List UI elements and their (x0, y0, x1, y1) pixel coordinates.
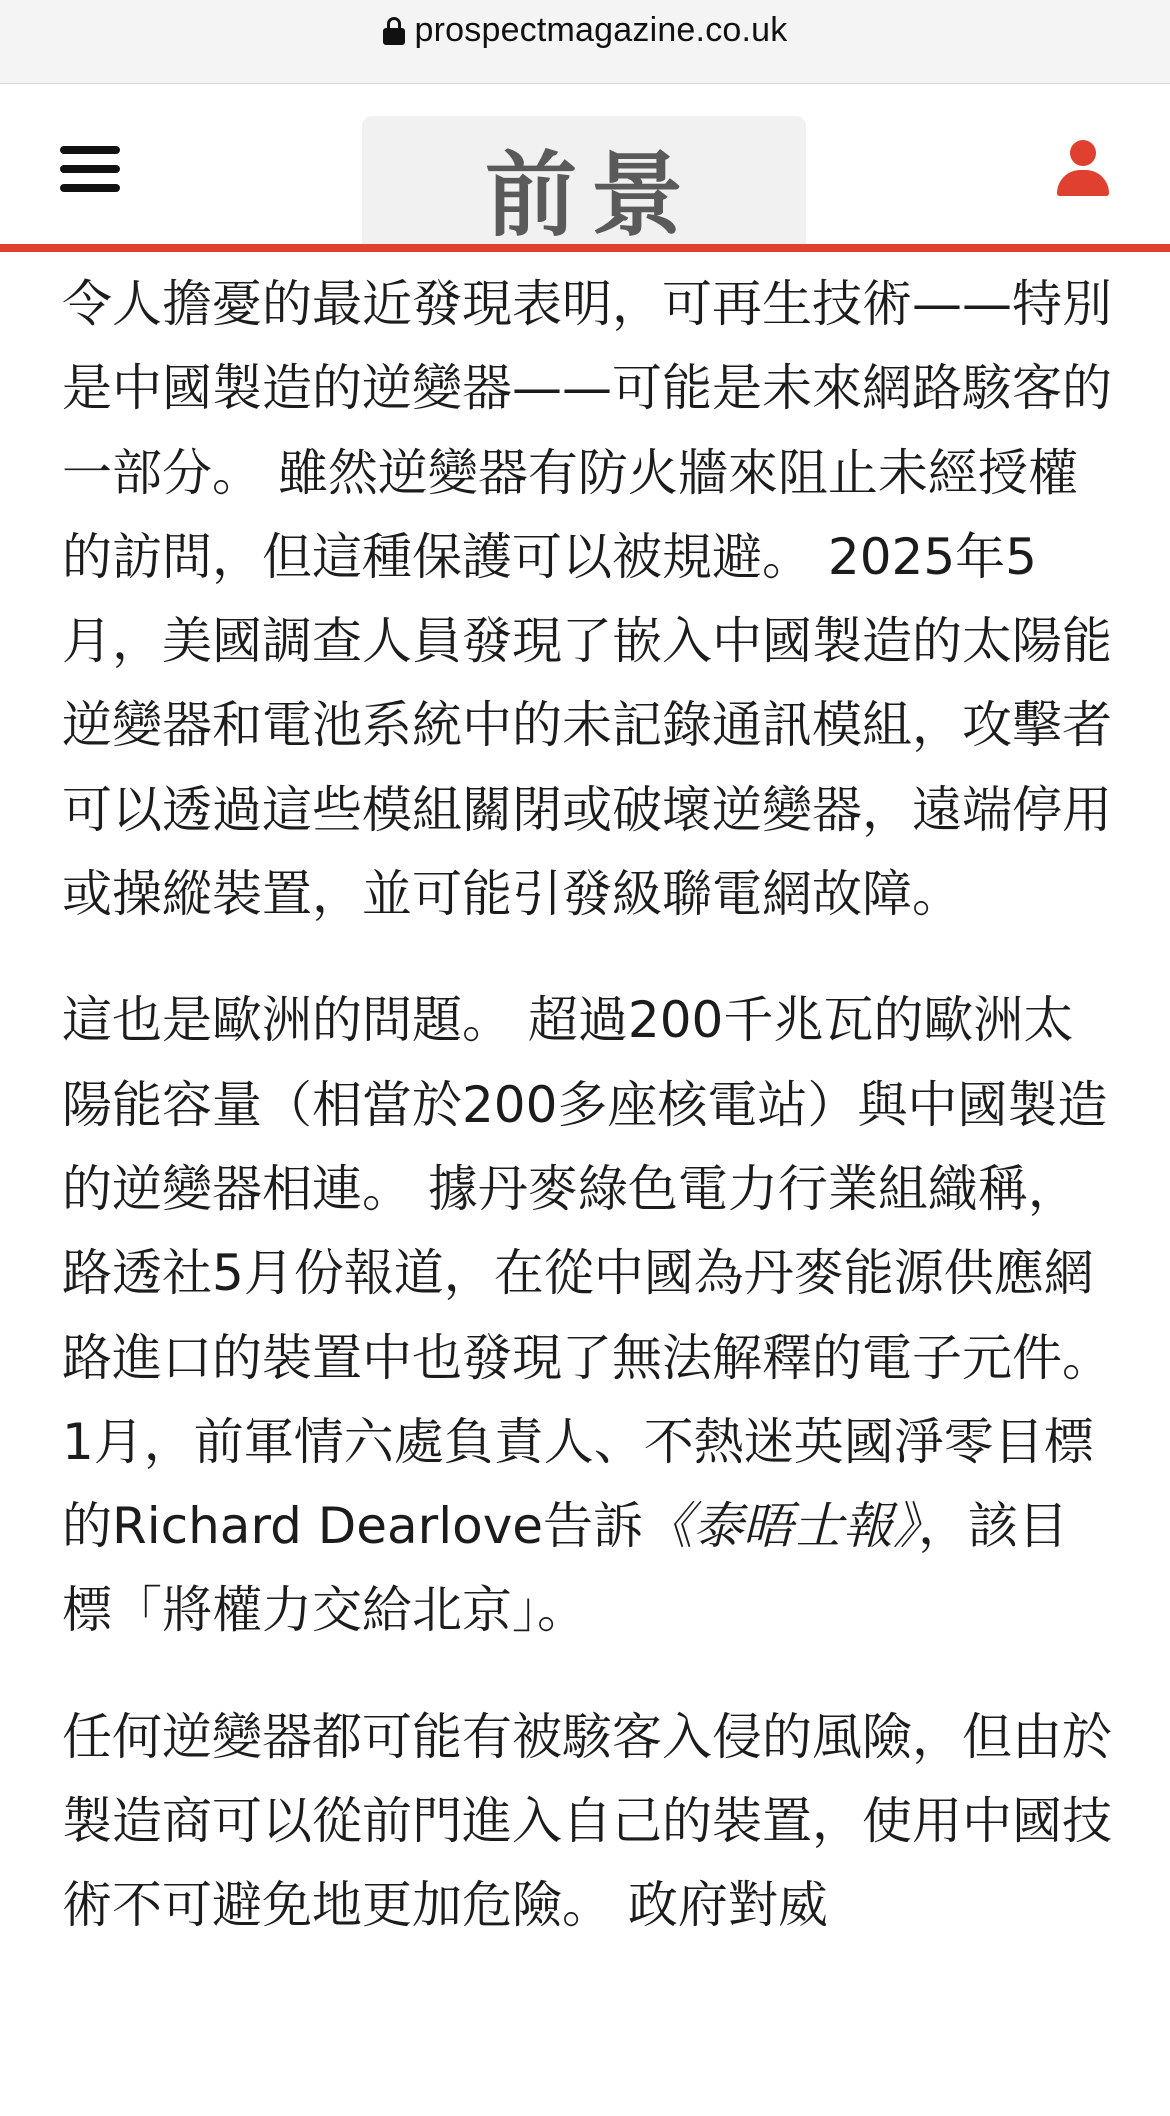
site-logo[interactable] (362, 116, 806, 244)
article-body (62, 262, 1118, 1948)
user-icon[interactable] (1055, 140, 1111, 196)
site-logo-text: 前景 (484, 142, 697, 244)
paragraph-2-text-after: ，該目標「將權力交給北京」。 (62, 1497, 1069, 1640)
site-header (0, 84, 1170, 244)
url-display[interactable] (383, 11, 788, 50)
article-paragraph-2 (62, 978, 1118, 1652)
paragraph-2-text-before: 這也是歐洲的問題。 超過200千兆瓦的歐洲太陽能容量（相當於200多座核電站）與中國製造的逆變器相連。 據丹麥綠色電力行業組織稱，路透社5月份報道，在從中國為丹麥能源供應網路進口的裝置中也發現了無法解釋的電子元件。 1月，前軍情六處負責人、不熱迷英國淨零目標的Richard Dearlove告訴 (62, 991, 1112, 1556)
lock-icon (383, 17, 405, 45)
article-paragraph-1: 令人擔憂的最近發現表明，可再生技術——特別是中國製造的逆變器——可能是未來網路駭客的一部分。 雖然逆變器有防火牆來阻止未經授權的訪問，但這種保護可以被規避。 2025年5月，美國調查人員發現了嵌入中國製造的太陽能逆變器和電池系統中的未記錄通訊模組，攻擊者可以透過這些模組關閉或破壞逆變器，遠端停用或操縱裝置，並可能引發級聯電網故障。 (62, 275, 1112, 924)
newspaper-title: 《泰晤士報》 (643, 1497, 919, 1556)
hamburger-menu-icon[interactable] (60, 146, 120, 192)
article-paragraph-3: 任何逆變器都可能有被駭客入侵的風險，但由於製造商可以從前門進入自己的裝置，使用中國技術不可避免地更加危險。 政府對威 (62, 1707, 1112, 1935)
header-accent-divider (0, 244, 1170, 252)
browser-address-bar[interactable] (0, 0, 1170, 84)
url-text[interactable]: prospectmagazine.co.uk (414, 11, 788, 49)
